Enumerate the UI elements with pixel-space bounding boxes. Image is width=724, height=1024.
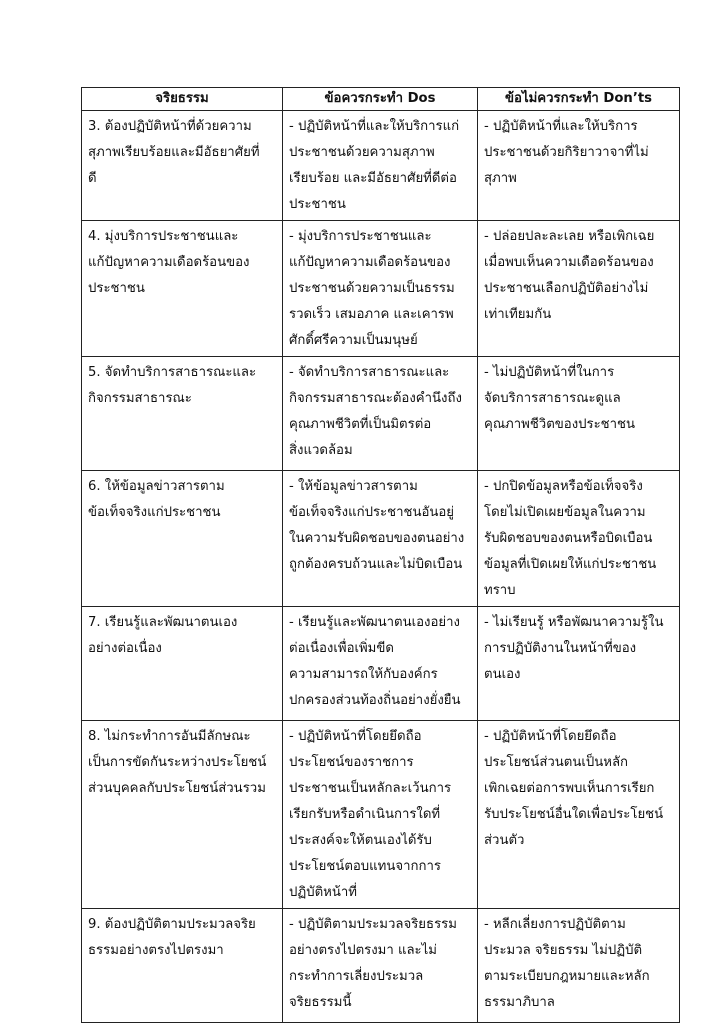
ethics-cell (82, 111, 283, 221)
text-line: ศักดิ์ศรีความเป็นมนุษย์ (289, 333, 418, 348)
donts-cell (478, 357, 680, 471)
text-line: คุณภาพชีวิตของประชาชน (484, 417, 635, 432)
text-line: ปกครองส่วนท้องถิ่นอย่างยั่งยืน (289, 693, 461, 708)
text-line: สุภาพเรียบร้อยและมีอัธยาศัยที่ (88, 145, 260, 160)
header-donts: ข้อไม่ควรกระทำ Don’ts (478, 88, 680, 111)
text-line: ธรรมาภิบาล (484, 995, 555, 1010)
text-line: ประชาชนด้วยความเป็นธรรม (289, 281, 455, 296)
text-line: ประมวล จริยธรรม ไม่ปฏิบัติ (484, 943, 643, 958)
text-line: ธรรมอย่างตรงไปตรงมา (88, 943, 224, 958)
text-line: 3. ต้องปฏิบัติหน้าที่ด้วยความ (88, 119, 252, 134)
text-line: ประชาชน (289, 197, 346, 212)
text-line: สิ่งแวดล้อม (289, 443, 353, 458)
dos-cell (283, 721, 478, 909)
donts-cell (478, 909, 680, 1023)
text-line: รวดเร็ว เสมอภาค และเคารพ (289, 307, 454, 322)
ethics-cell (82, 471, 283, 607)
text-line: อย่างต่อเนื่อง (88, 641, 162, 656)
text-line: ประชาชนเลือกปฏิบัติอย่างไม่ (484, 281, 649, 296)
text-line: เรียกรับหรือดำเนินการใดที่ (289, 807, 441, 822)
text-line: รับผิดชอบของตนหรือบิดเบือน (484, 531, 653, 546)
donts-cell (478, 221, 680, 357)
donts-cell (478, 607, 680, 721)
text-line: - ให้ข้อมูลข่าวสารตาม (289, 479, 418, 494)
text-line: - ไม่ปฏิบัติหน้าที่ในการ (484, 365, 615, 380)
table-row (82, 607, 680, 721)
text-line: ข้อมูลที่เปิดเผยให้แก่ประชาชน (484, 557, 657, 572)
text-line: ประชาชนด้วยกิริยาวาจาที่ไม่ (484, 145, 649, 160)
text-line: เมื่อพบเห็นความเดือดร้อนของ (484, 255, 654, 270)
text-line: ตามระเบียบกฎหมายและหลัก (484, 969, 650, 984)
donts-cell (478, 721, 680, 909)
text-line: 7. เรียนรู้และพัฒนาตนเอง (88, 615, 238, 630)
ethics-table (81, 87, 680, 1023)
text-line: ข้อเท็จจริงแก่ประชาชน (88, 505, 221, 520)
table-row (82, 471, 680, 607)
dos-cell (283, 607, 478, 721)
table-row (82, 357, 680, 471)
dos-cell (283, 471, 478, 607)
text-line: ประโยชน์ส่วนตนเป็นหลัก (484, 755, 629, 770)
text-line: - ปฏิบัติตามประมวลจริยธรรม (289, 917, 457, 932)
table-header-row (82, 88, 680, 111)
text-line: แก้ปัญหาความเดือดร้อนของ (289, 255, 451, 270)
table-row (82, 909, 680, 1023)
text-line: - ปฏิบัติหน้าที่โดยยึดถือ (289, 729, 422, 744)
text-line: สุภาพ (484, 171, 517, 186)
text-line: คุณภาพชีวิตที่เป็นมิตรต่อ (289, 417, 432, 432)
text-line: ประชาชน (88, 281, 145, 296)
text-line: ประโยชน์ของราชการ (289, 755, 414, 770)
table-row (82, 111, 680, 221)
text-line: 4. มุ่งบริการประชาชนและ (88, 229, 239, 244)
text-line: ประชาชนด้วยความสุภาพ (289, 145, 435, 160)
text-line: เพิกเฉยต่อการพบเห็นการเรียก (484, 781, 655, 796)
text-line: 5. จัดทำบริการสาธารณะและ (88, 365, 257, 380)
text-line: โดยไม่เปิดเผยข้อมูลในความ (484, 505, 646, 520)
text-line: ส่วนตัว (484, 833, 525, 848)
text-line: จัดบริการสาธารณะดูแล (484, 391, 621, 406)
ethics-cell (82, 909, 283, 1023)
text-line: เป็นการขัดกันระหว่างประโยชน์ (88, 755, 267, 770)
dos-cell (283, 111, 478, 221)
text-line: 9. ต้องปฏิบัติตามประมวลจริย (88, 917, 256, 932)
text-line: เรียบร้อย และมีอัธยาศัยที่ดีต่อ (289, 171, 457, 186)
text-line: 6. ให้ข้อมูลข่าวสารตาม (88, 479, 225, 494)
text-line: ประโยชน์ตอบแทนจากการ (289, 859, 441, 874)
text-line: จริยธรรมนี้ (289, 995, 352, 1010)
text-line: - ปฏิบัติหน้าที่โดยยึดถือ (484, 729, 617, 744)
text-line: ดี (88, 171, 97, 186)
text-line: - ปล่อยปละละเลย หรือเพิกเฉย (484, 229, 655, 244)
text-line: กระทำการเลี่ยงประมวล (289, 969, 424, 984)
text-line: ความสามารถให้กับองค์กร (289, 667, 438, 682)
text-line: ในความรับผิดชอบของตนอย่าง (289, 531, 465, 546)
donts-cell (478, 111, 680, 221)
text-line: เท่าเทียมกัน (484, 307, 552, 322)
text-line: - จัดทำบริการสาธารณะและ (289, 365, 450, 380)
header-ethics: จริยธรรม (82, 88, 283, 111)
ethics-cell (82, 607, 283, 721)
text-line: ประชาชนเป็นหลักละเว้นการ (289, 781, 452, 796)
text-line: 8. ไม่กระทำการอันมีลักษณะ (88, 729, 251, 744)
ethics-cell (82, 357, 283, 471)
text-line: อย่างตรงไปตรงมา และไม่ (289, 943, 437, 958)
dos-cell (283, 357, 478, 471)
text-line: - ปฏิบัติหน้าที่และให้บริการ (484, 119, 638, 134)
text-line: แก้ปัญหาความเดือดร้อนของ (88, 255, 250, 270)
text-line: ทราบ (484, 583, 516, 598)
text-line: - หลีกเลี่ยงการปฏิบัติตาม (484, 917, 626, 932)
dos-cell (283, 221, 478, 357)
ethics-cell (82, 221, 283, 357)
text-line: - เรียนรู้และพัฒนาตนเองอย่าง (289, 615, 460, 630)
text-line: - ไม่เรียนรู้ หรือพัฒนาความรู้ใน (484, 615, 664, 630)
text-line: ต่อเนื่องเพื่อเพิ่มขีด (289, 641, 394, 656)
text-line: - มุ่งบริการประชาชนและ (289, 229, 432, 244)
table-row (82, 221, 680, 357)
text-line: ถูกต้องครบถ้วนและไม่บิดเบือน (289, 557, 463, 572)
dos-cell (283, 909, 478, 1023)
donts-cell (478, 471, 680, 607)
text-line: กิจกรรมสาธารณะต้องคำนึงถึง (289, 391, 462, 406)
text-line: ตนเอง (484, 667, 521, 682)
table-row (82, 721, 680, 909)
text-line: - ปกปิดข้อมูลหรือข้อเท็จจริง (484, 479, 643, 494)
ethics-cell (82, 721, 283, 909)
text-line: ส่วนบุคคลกับประโยชน์ส่วนรวม (88, 781, 266, 796)
header-dos: ข้อควรกระทำ Dos (283, 88, 478, 111)
text-line: - ปฏิบัติหน้าที่และให้บริการแก่ (289, 119, 460, 134)
text-line: ข้อเท็จจริงแก่ประชาชนอันอยู่ (289, 505, 455, 520)
text-line: ปฏิบัติหน้าที่ (289, 885, 357, 900)
text-line: ประสงค์จะให้ตนเองได้รับ (289, 833, 432, 848)
text-line: การปฏิบัติงานในหน้าที่ของ (484, 641, 637, 656)
text-line: รับประโยชน์อื่นใดเพื่อประโยชน์ (484, 807, 664, 822)
text-line: กิจกรรมสาธารณะ (88, 391, 192, 406)
